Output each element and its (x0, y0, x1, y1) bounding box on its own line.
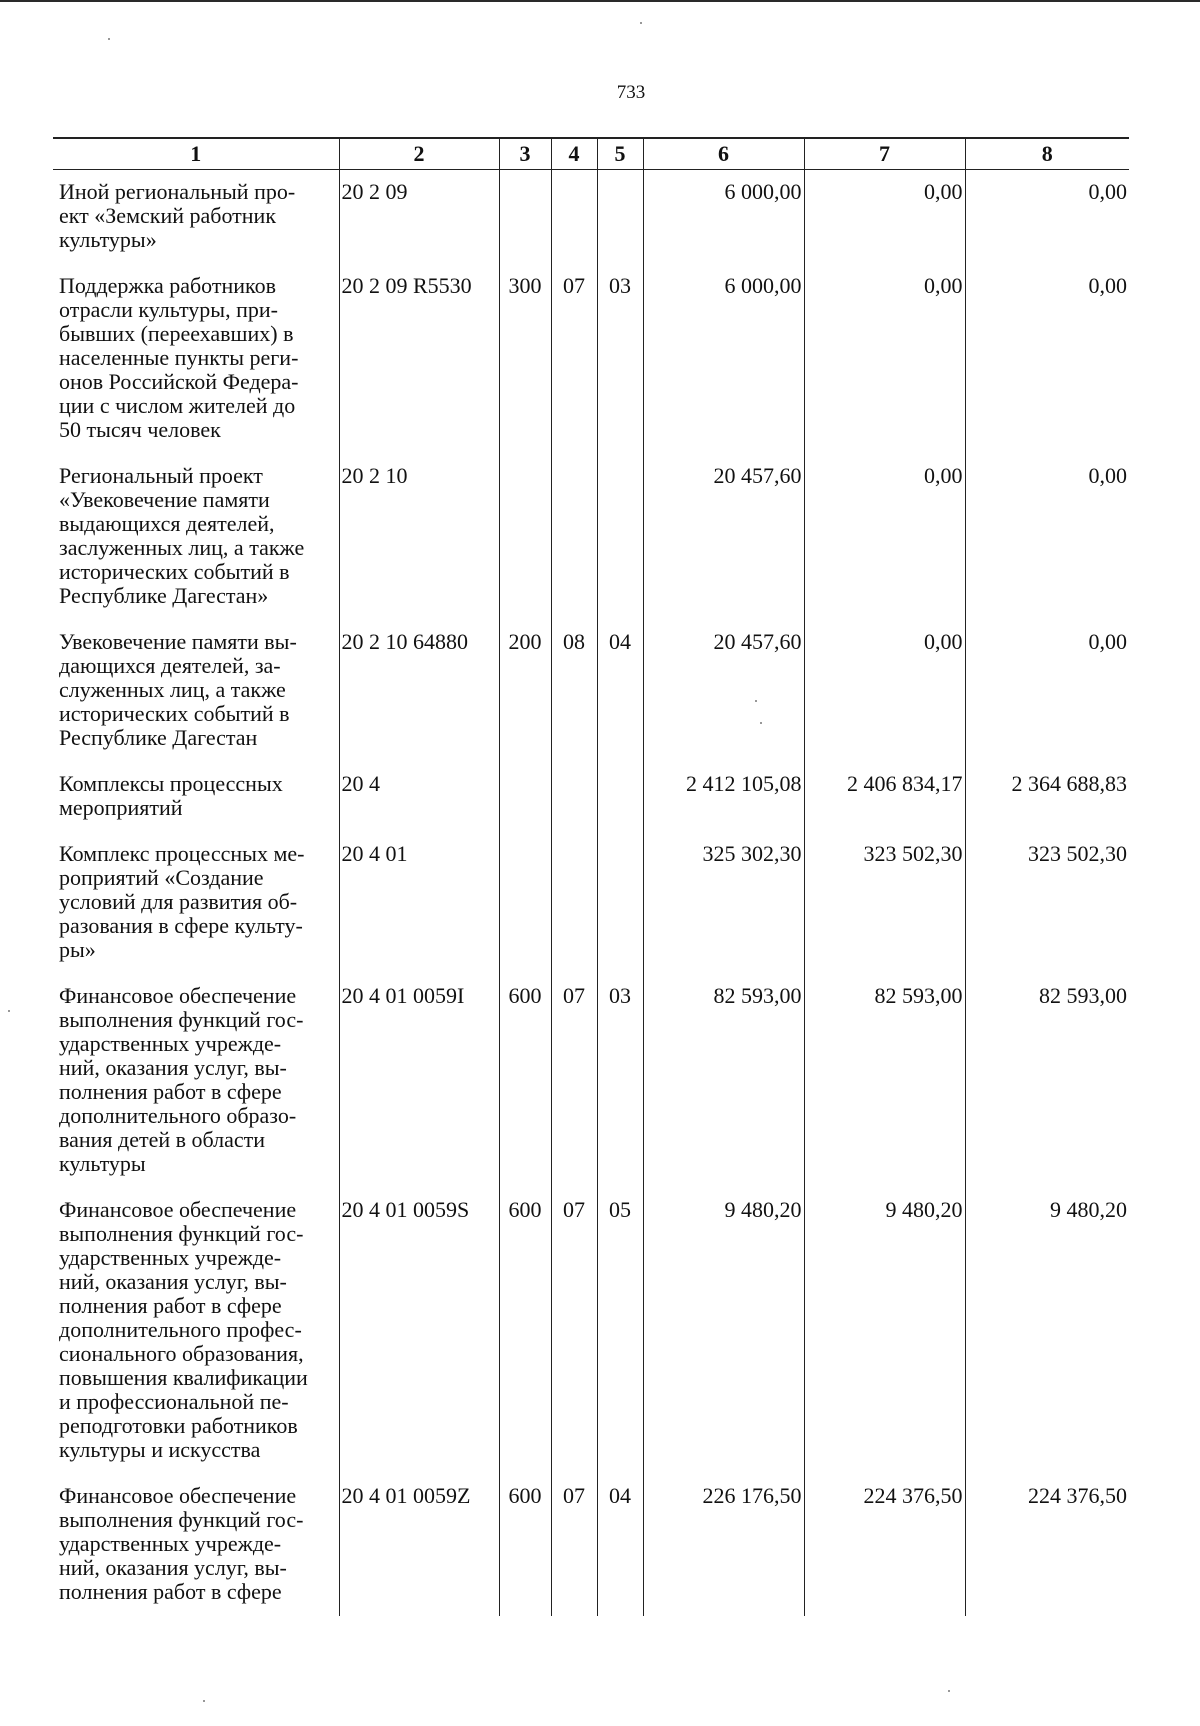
row-code-cell: 20 4 01 0059S (339, 1188, 499, 1474)
row-col4-cell (551, 170, 597, 265)
row-amount-7-cell: 0,00 (804, 454, 965, 620)
table-body (53, 170, 1129, 1617)
row-amount-8-cell: 2 364 688,83 (965, 762, 1129, 832)
row-amount-7-cell: 82 593,00 (804, 974, 965, 1188)
row-col3-cell (499, 832, 551, 974)
row-col3-cell: 300 (499, 264, 551, 454)
row-col3-cell (499, 762, 551, 832)
column-header-8: 8 (965, 138, 1129, 170)
page-number: 733 (616, 82, 646, 103)
row-name-cell: Поддержка работников отрасли культуры, при- бывших (переехавших) в населенные пункты реги- онов Российской Федера- ции с числом жителей до 50 тысяч человек (59, 273, 299, 442)
table-row (53, 1188, 1129, 1474)
row-col5-cell: 03 (597, 974, 643, 1188)
row-amount-7-cell: 0,00 (804, 264, 965, 454)
scan-speck (760, 722, 762, 724)
row-amount-8-cell: 0,00 (965, 454, 1129, 620)
row-amount-8-cell: 9 480,20 (965, 1188, 1129, 1474)
row-col3-cell (499, 170, 551, 265)
row-col5-cell: 05 (597, 1188, 643, 1474)
scan-speck (203, 1700, 205, 1702)
row-col4-cell: 07 (551, 264, 597, 454)
table-row (53, 762, 1129, 832)
row-amount-6-cell: 20 457,60 (643, 454, 804, 620)
row-col5-cell: 04 (597, 1474, 643, 1616)
row-col4-cell: 07 (551, 974, 597, 1188)
row-col4-cell: 08 (551, 620, 597, 762)
row-col3-cell: 600 (499, 1474, 551, 1616)
row-code-cell: 20 4 01 (339, 832, 499, 974)
scan-speck (108, 38, 110, 40)
table-row (53, 620, 1129, 762)
row-col5-cell: 03 (597, 264, 643, 454)
table-row (53, 1474, 1129, 1616)
table-row (53, 832, 1129, 974)
row-code-cell: 20 2 09 (339, 170, 499, 265)
row-amount-6-cell: 6 000,00 (643, 264, 804, 454)
row-amount-7-cell: 9 480,20 (804, 1188, 965, 1474)
column-header-1: 1 (53, 138, 339, 170)
row-amount-8-cell: 0,00 (965, 264, 1129, 454)
row-col3-cell: 200 (499, 620, 551, 762)
column-header-3: 3 (499, 138, 551, 170)
row-name-cell: Комплексы процессных мероприятий (59, 771, 283, 820)
row-col3-cell: 600 (499, 974, 551, 1188)
row-name-cell: Финансовое обеспечение выполнения функций гос- ударственных учрежде- ний, оказания услуг, вы- полнения работ в сфере дополнительного профес- сионального образования, повышения квалификации и профессиональной пе- реподготовки работников культуры и искусства (59, 1197, 308, 1462)
row-amount-7-cell: 2 406 834,17 (804, 762, 965, 832)
table-row (53, 454, 1129, 620)
row-code-cell: 20 4 01 0059I (339, 974, 499, 1188)
row-col4-cell: 07 (551, 1188, 597, 1474)
row-code-cell: 20 4 (339, 762, 499, 832)
row-col4-cell: 07 (551, 1474, 597, 1616)
row-name-cell: Комплекс процессных ме- роприятий «Создание условий для развития об- разования в сфере культу- ры» (59, 841, 305, 962)
table-header-row (53, 138, 1129, 170)
budget-table (53, 137, 1129, 1616)
table-row (53, 264, 1129, 454)
scan-speck (948, 1690, 950, 1692)
row-amount-6-cell: 82 593,00 (643, 974, 804, 1188)
row-col5-cell (597, 170, 643, 265)
row-amount-6-cell: 20 457,60 (643, 620, 804, 762)
row-name-cell: Финансовое обеспечение выполнения функций гос- ударственных учрежде- ний, оказания услуг, вы- полнения работ в сфере дополнительного образо- вания детей в области культуры (59, 983, 304, 1176)
row-name-cell: Региональный проект «Увековечение памяти выдающихся деятелей, заслуженных лиц, а также исторических событий в Республике Дагестан» (59, 463, 305, 608)
page-top-edge (0, 0, 1200, 2)
row-col4-cell (551, 832, 597, 974)
row-amount-7-cell: 224 376,50 (804, 1474, 965, 1616)
row-amount-8-cell: 224 376,50 (965, 1474, 1129, 1616)
row-code-cell: 20 4 01 0059Z (339, 1474, 499, 1616)
row-col5-cell: 04 (597, 620, 643, 762)
row-amount-8-cell: 82 593,00 (965, 974, 1129, 1188)
column-header-7: 7 (804, 138, 965, 170)
row-col5-cell (597, 762, 643, 832)
row-col3-cell (499, 454, 551, 620)
row-amount-8-cell: 323 502,30 (965, 832, 1129, 974)
row-amount-6-cell: 325 302,30 (643, 832, 804, 974)
column-header-6: 6 (643, 138, 804, 170)
row-code-cell: 20 2 10 64880 (339, 620, 499, 762)
row-col4-cell (551, 454, 597, 620)
column-header-2: 2 (339, 138, 499, 170)
row-amount-7-cell: 0,00 (804, 170, 965, 265)
row-amount-8-cell: 0,00 (965, 170, 1129, 265)
row-col4-cell (551, 762, 597, 832)
row-amount-6-cell: 226 176,50 (643, 1474, 804, 1616)
row-code-cell: 20 2 10 (339, 454, 499, 620)
row-name-cell: Иной региональный про- ект «Земский работник культуры» (59, 179, 296, 252)
scan-speck (8, 1010, 10, 1012)
row-amount-8-cell: 0,00 (965, 620, 1129, 762)
table-row (53, 170, 1129, 265)
column-header-4: 4 (551, 138, 597, 170)
scan-speck (640, 22, 642, 24)
row-col5-cell (597, 832, 643, 974)
row-amount-6-cell: 2 412 105,08 (643, 762, 804, 832)
row-code-cell: 20 2 09 R5530 (339, 264, 499, 454)
scan-speck (755, 700, 757, 702)
row-name-cell: Финансовое обеспечение выполнения функций гос- ударственных учрежде- ний, оказания услуг, вы- полнения работ в сфере (59, 1483, 304, 1604)
row-name-cell: Увековечение памяти вы- дающихся деятелей, за- служенных лиц, а также исторических событий в Республике Дагестан (59, 629, 297, 750)
table-row (53, 974, 1129, 1188)
row-col3-cell: 600 (499, 1188, 551, 1474)
row-amount-6-cell: 9 480,20 (643, 1188, 804, 1474)
row-amount-7-cell: 0,00 (804, 620, 965, 762)
row-amount-6-cell: 6 000,00 (643, 170, 804, 265)
row-amount-7-cell: 323 502,30 (804, 832, 965, 974)
row-col5-cell (597, 454, 643, 620)
column-header-5: 5 (597, 138, 643, 170)
